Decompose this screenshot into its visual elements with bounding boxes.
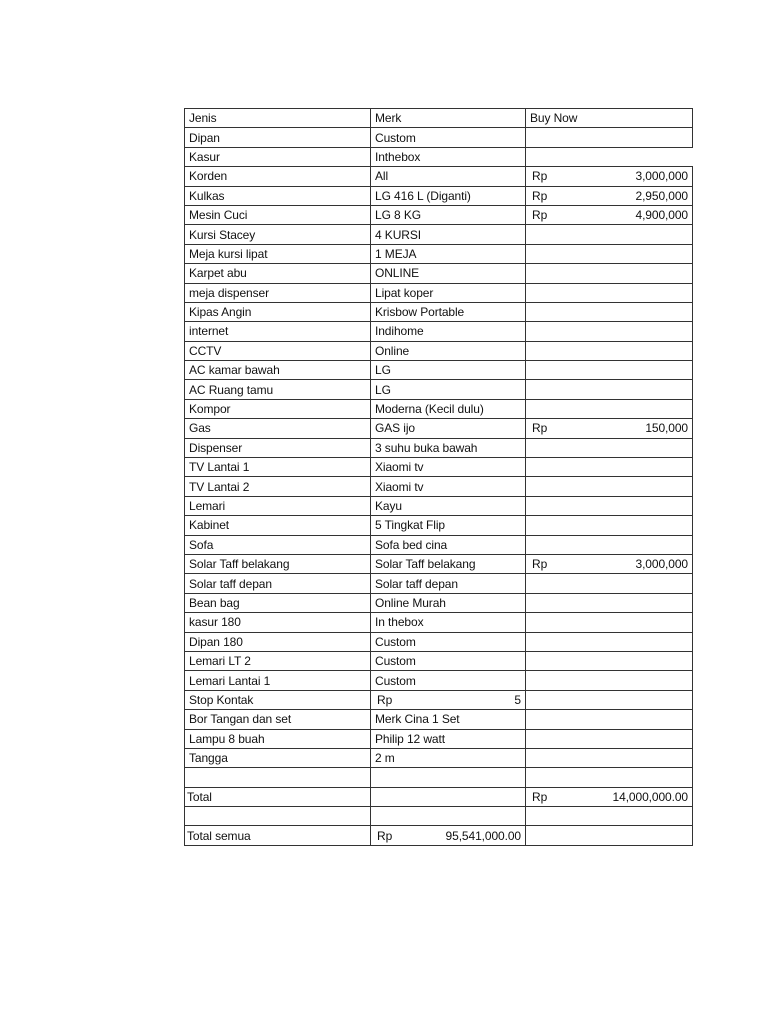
cell-merk: Solar Taff belakang: [371, 554, 526, 573]
table-row: [185, 671, 693, 690]
cell-jenis: Mesin Cuci: [185, 205, 371, 224]
table-row: [185, 341, 693, 360]
blank-row: [185, 768, 693, 787]
cell-jenis: Bor Tangan dan set: [185, 710, 371, 729]
buy-now-money: [530, 422, 688, 434]
cell-jenis: CCTV: [185, 341, 371, 360]
cell-merk: 1 MEJA: [371, 244, 526, 263]
cell-buy-now: [526, 244, 693, 263]
table-row: [185, 651, 693, 670]
cell-merk: GAS ijo: [371, 419, 526, 438]
cell-jenis: TV Lantai 2: [185, 477, 371, 496]
header-buy-now: Buy Now: [526, 109, 693, 128]
cell-merk: Online Murah: [371, 593, 526, 612]
currency-label: Rp: [532, 421, 548, 436]
cell-buy-now: [526, 729, 693, 748]
cell-buy-now: [526, 302, 693, 321]
table-row: [185, 264, 693, 283]
table-row: [185, 128, 693, 147]
empty-cell: [185, 807, 371, 826]
header-jenis: Jenis: [185, 109, 371, 128]
buy-now-money: [530, 170, 688, 182]
amount-value: 5: [514, 692, 521, 707]
cell-merk: Solar taff depan: [371, 574, 526, 593]
cell-merk: Lipat koper: [371, 283, 526, 302]
cell-buy-now: [526, 225, 693, 244]
cell-merk: 2 m: [371, 748, 526, 767]
table-row: [185, 167, 693, 186]
total-row: [185, 787, 693, 806]
cell-merk: Inthebox: [371, 147, 526, 166]
currency-label: Rp: [532, 208, 548, 223]
cell-buy-now: [526, 651, 693, 670]
cell-jenis: kasur 180: [185, 613, 371, 632]
currency-label: Rp: [532, 188, 548, 203]
cell-merk: [371, 690, 526, 709]
cell-merk: LG 416 L (Diganti): [371, 186, 526, 205]
cell-merk: Sofa bed cina: [371, 535, 526, 554]
cell-merk: 4 KURSI: [371, 225, 526, 244]
table-row: [185, 516, 693, 535]
cell-jenis: internet: [185, 322, 371, 341]
table-row: [185, 593, 693, 612]
currency-label: Rp: [532, 789, 548, 804]
cell-jenis: Dispenser: [185, 438, 371, 457]
cell-jenis: Kipas Angin: [185, 302, 371, 321]
cell-buy-now: [526, 574, 693, 593]
header-merk: Merk: [371, 109, 526, 128]
amount-value: 3,000,000: [635, 169, 688, 184]
table-row: [185, 322, 693, 341]
table-row: [185, 477, 693, 496]
table-row: [185, 225, 693, 244]
cell-jenis: TV Lantai 1: [185, 458, 371, 477]
cell-jenis: Kompor: [185, 399, 371, 418]
cell-jenis: Meja kursi lipat: [185, 244, 371, 263]
empty-cell: [371, 787, 526, 806]
cell-jenis: Kasur: [185, 147, 371, 166]
cell-jenis: Karpet abu: [185, 264, 371, 283]
buy-now-money: [530, 190, 688, 202]
table-row: [185, 205, 693, 224]
cell-merk: Custom: [371, 632, 526, 651]
cell-merk: All: [371, 167, 526, 186]
cell-jenis: Kulkas: [185, 186, 371, 205]
cell-merk: Custom: [371, 671, 526, 690]
table-row: [185, 554, 693, 573]
cell-buy-now: [526, 361, 693, 380]
cell-merk: LG: [371, 361, 526, 380]
table-row: [185, 496, 693, 515]
empty-cell: [185, 768, 371, 787]
household-items-table: [184, 108, 693, 846]
cell-jenis: Lampu 8 buah: [185, 729, 371, 748]
header-row: [185, 109, 693, 128]
cell-buy-now: [526, 690, 693, 709]
cell-merk: Xiaomi tv: [371, 477, 526, 496]
cell-buy-now: [526, 516, 693, 535]
cell-jenis: Lemari: [185, 496, 371, 515]
cell-merk: Krisbow Portable: [371, 302, 526, 321]
cell-merk: Custom: [371, 651, 526, 670]
cell-buy-now: [526, 458, 693, 477]
cell-buy-now: [526, 283, 693, 302]
cell-buy-now: [526, 438, 693, 457]
table-row: [185, 380, 693, 399]
cell-buy-now: [526, 322, 693, 341]
empty-cell: [526, 826, 693, 845]
buy-now-money: [530, 558, 688, 570]
cell-jenis: meja dispenser: [185, 283, 371, 302]
table-row: [185, 399, 693, 418]
cell-buy-now: [526, 186, 693, 205]
cell-buy-now: [526, 264, 693, 283]
table-row: [185, 244, 693, 263]
cell-buy-now: [526, 128, 693, 147]
currency-label: Rp: [532, 169, 548, 184]
currency-label: Rp: [377, 692, 393, 707]
buy-now-money: [530, 209, 688, 221]
cell-buy-now: [526, 496, 693, 515]
table-row: [185, 690, 693, 709]
cell-jenis: Stop Kontak: [185, 690, 371, 709]
amount-value: 150,000: [645, 421, 688, 436]
cell-buy-now: [526, 205, 693, 224]
cell-merk: Custom: [371, 128, 526, 147]
grand-total-amount-cell: [371, 826, 526, 845]
cell-merk: Indihome: [371, 322, 526, 341]
cell-buy-now: [526, 341, 693, 360]
cell-jenis: Kabinet: [185, 516, 371, 535]
cell-jenis: Solar taff depan: [185, 574, 371, 593]
amount-value: 95,541,000.00: [445, 828, 521, 843]
amount-value: 14,000,000.00: [612, 789, 688, 804]
cell-jenis: Sofa: [185, 535, 371, 554]
table-row: [185, 419, 693, 438]
empty-cell: [526, 807, 693, 826]
table-row: [185, 147, 693, 166]
cell-jenis: Dipan: [185, 128, 371, 147]
cell-buy-now: [526, 535, 693, 554]
empty-cell: [526, 768, 693, 787]
currency-label: Rp: [532, 557, 548, 572]
table-row: [185, 748, 693, 767]
merk-money: [375, 694, 521, 706]
cell-merk: ONLINE: [371, 264, 526, 283]
cell-merk: 5 Tingkat Flip: [371, 516, 526, 535]
total-amount-cell: [526, 787, 693, 806]
table-row: [185, 710, 693, 729]
empty-cell: [371, 807, 526, 826]
cell-merk: LG 8 KG: [371, 205, 526, 224]
cell-buy-now: [526, 671, 693, 690]
total-money: [530, 791, 688, 803]
cell-buy-now: [526, 710, 693, 729]
cell-jenis: AC kamar bawah: [185, 361, 371, 380]
cell-merk: Philip 12 watt: [371, 729, 526, 748]
table-row: [185, 458, 693, 477]
cell-jenis: Tangga: [185, 748, 371, 767]
table-row: [185, 613, 693, 632]
cell-merk: Xiaomi tv: [371, 458, 526, 477]
cell-buy-now: [526, 593, 693, 612]
table-row: [185, 574, 693, 593]
cell-merk: 3 suhu buka bawah: [371, 438, 526, 457]
cell-buy-now: [526, 399, 693, 418]
cell-jenis: Gas: [185, 419, 371, 438]
cell-jenis: Korden: [185, 167, 371, 186]
cell-merk: Kayu: [371, 496, 526, 515]
cell-merk: LG: [371, 380, 526, 399]
cell-merk: In thebox: [371, 613, 526, 632]
currency-label: Rp: [377, 828, 393, 843]
table-row: [185, 302, 693, 321]
cell-buy-now: [526, 419, 693, 438]
cell-jenis: Lemari LT 2: [185, 651, 371, 670]
cell-jenis: Lemari Lantai 1: [185, 671, 371, 690]
cell-buy-now: [526, 632, 693, 651]
table-row: [185, 438, 693, 457]
amount-value: 4,900,000: [635, 208, 688, 223]
cell-buy-now: [526, 748, 693, 767]
cell-jenis: Kursi Stacey: [185, 225, 371, 244]
cell-buy-now: [526, 380, 693, 399]
table-row: [185, 632, 693, 651]
blank-row: [185, 807, 693, 826]
cell-buy-now: [526, 554, 693, 573]
grand-total-label: Total semua: [185, 826, 371, 845]
empty-cell: [371, 768, 526, 787]
cell-merk: Online: [371, 341, 526, 360]
cell-jenis: Solar Taff belakang: [185, 554, 371, 573]
cell-buy-now: [526, 613, 693, 632]
table-row: [185, 729, 693, 748]
cell-jenis: Dipan 180: [185, 632, 371, 651]
cell-jenis: AC Ruang tamu: [185, 380, 371, 399]
cell-merk: Merk Cina 1 Set: [371, 710, 526, 729]
cell-jenis: Bean bag: [185, 593, 371, 612]
grand-total-row: [185, 826, 693, 845]
cell-merk: Moderna (Kecil dulu): [371, 399, 526, 418]
total-label: Total: [185, 787, 371, 806]
amount-value: 3,000,000: [635, 557, 688, 572]
cell-buy-now: [526, 167, 693, 186]
table-row: [185, 186, 693, 205]
cell-buy-now: [526, 147, 693, 166]
table-row: [185, 361, 693, 380]
amount-value: 2,950,000: [635, 188, 688, 203]
table-row: [185, 283, 693, 302]
table-row: [185, 535, 693, 554]
grand-total-money: [375, 830, 521, 842]
cell-buy-now: [526, 477, 693, 496]
